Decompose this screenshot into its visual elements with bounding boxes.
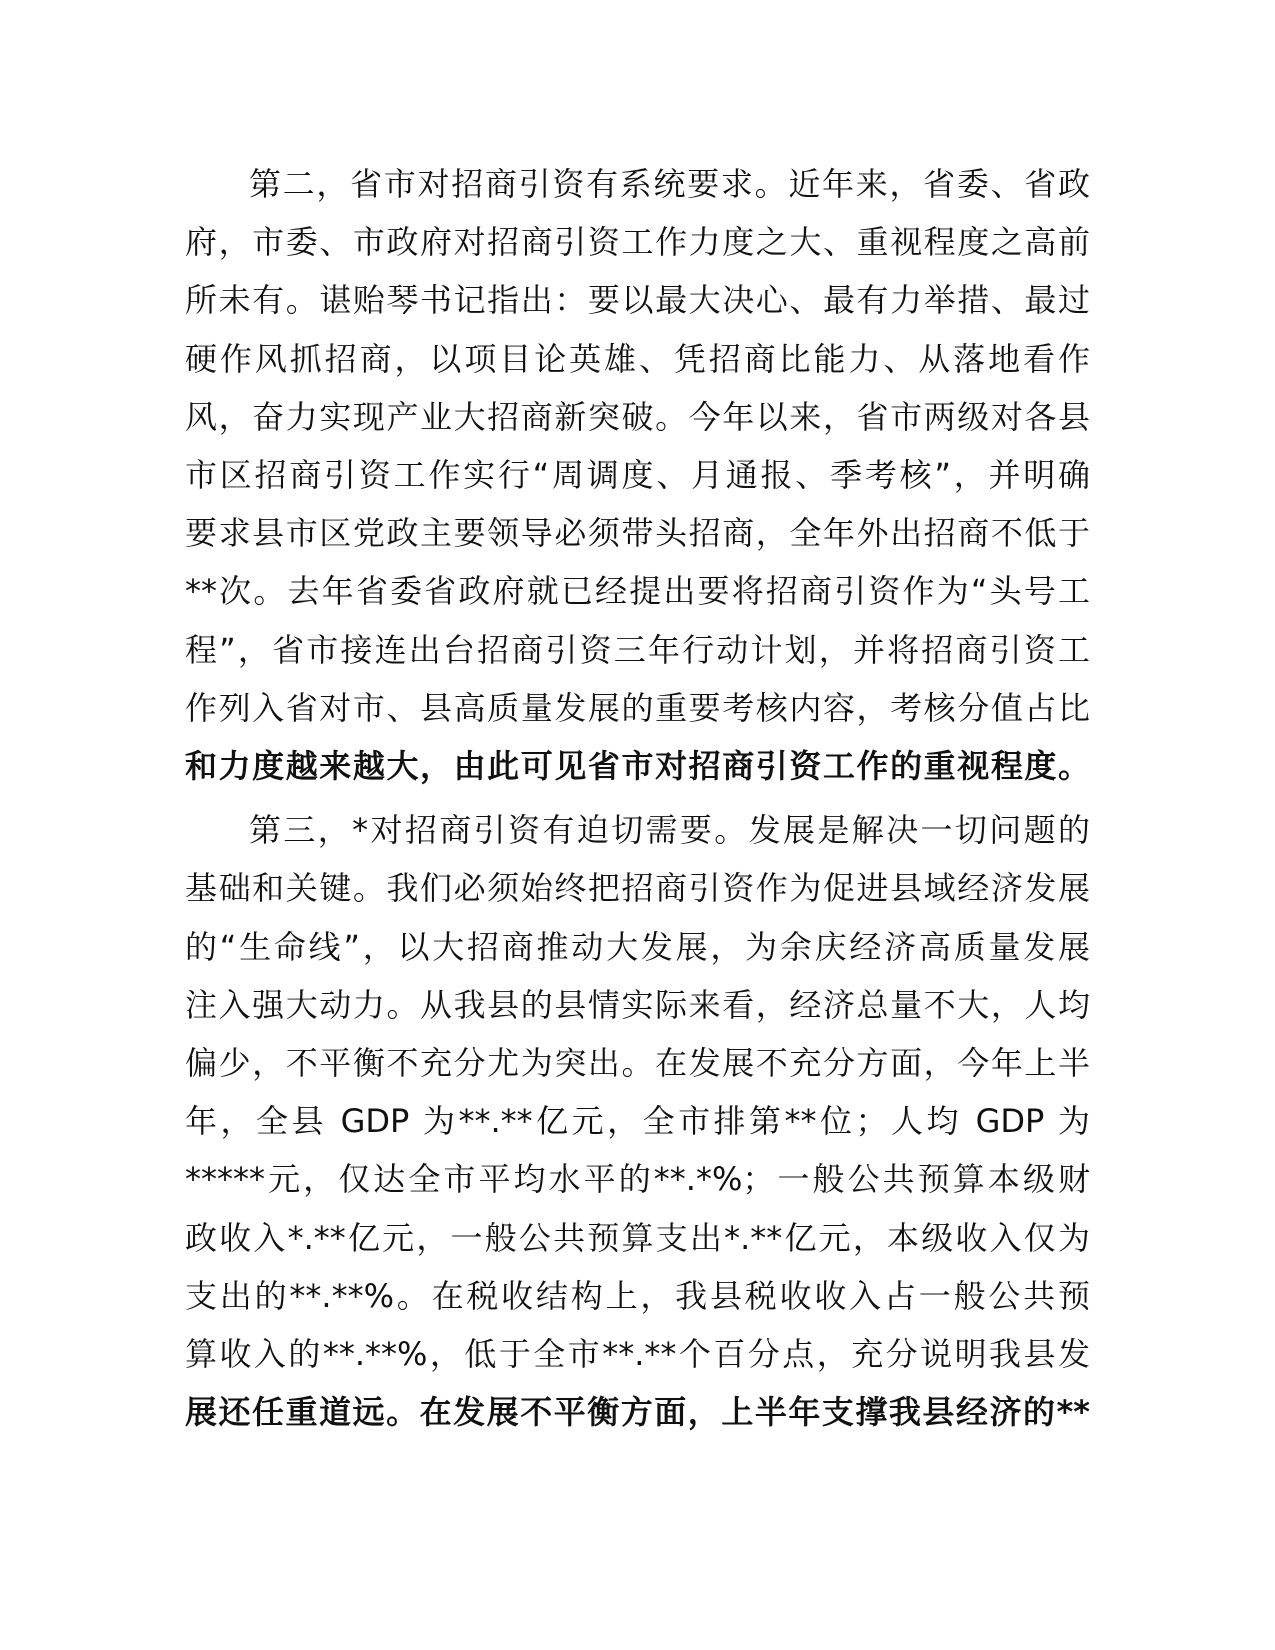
text-line: 注入强大动力。从我县的县情实际来看，经济总量不大，人均 bbox=[185, 985, 1090, 1024]
text-line: 展还任重道远。在发展不平衡方面，上半年支撑我县经济的** bbox=[185, 1393, 1090, 1432]
text-line: 政收入*.**亿元，一般公共预算支出*.**亿元，本级收入仅为 bbox=[185, 1218, 1090, 1257]
text-line: 硬作风抓招商，以项目论英雄、凭招商比能力、从落地看作 bbox=[185, 339, 1090, 378]
text-line: 支出的**.**%。在税收结构上，我县税收收入占一般公共预 bbox=[185, 1276, 1090, 1315]
text-line: *****元，仅达全市平均水平的**.*%；一般公共预算本级财 bbox=[185, 1160, 1090, 1199]
text-line: 市区招商引资工作实行“周调度、月通报、季考核”，并明确 bbox=[185, 456, 1090, 495]
text-line: 和力度越来越大，由此可见省市对招商引资工作的重视程度。 bbox=[185, 747, 1090, 786]
text-line: 要求县市区党政主要领导必须带头招商，全年外出招商不低于 bbox=[185, 514, 1090, 553]
paragraph-second-point bbox=[185, 155, 1090, 795]
document-page bbox=[185, 155, 1090, 1441]
text-line: 所未有。谌贻琴书记指出：要以最大决心、最有力举措、最过 bbox=[185, 281, 1090, 320]
text-line: 基础和关键。我们必须始终把招商引资作为促进县域经济发展 bbox=[185, 869, 1090, 908]
text-line: 第三，*对招商引资有迫切需要。发展是解决一切问题的 bbox=[249, 811, 1090, 850]
text-line: 偏少，不平衡不充分尤为突出。在发展不充分方面，今年上半 bbox=[185, 1044, 1090, 1083]
text-line: 的“生命线”，以大招商推动大发展，为余庆经济高质量发展 bbox=[185, 927, 1090, 966]
text-line: 府，市委、市政府对招商引资工作力度之大、重视程度之高前 bbox=[185, 223, 1090, 262]
text-line: 风，奋力实现产业大招商新突破。今年以来，省市两级对各县 bbox=[185, 397, 1090, 436]
text-line: **次。去年省委省政府就已经提出要将招商引资作为“头号工 bbox=[185, 572, 1090, 611]
text-line: 程”，省市接连出台招商引资三年行动计划，并将招商引资工 bbox=[185, 630, 1090, 669]
text-line: 年，全县 GDP 为**.**亿元，全市排第**位；人均 GDP 为 bbox=[185, 1102, 1090, 1141]
text-line: 第二，省市对招商引资有系统要求。近年来，省委、省政 bbox=[249, 165, 1090, 203]
paragraph-third-point bbox=[185, 801, 1090, 1441]
text-line: 作列入省对市、县高质量发展的重要考核内容，考核分值占比 bbox=[185, 688, 1090, 727]
text-line: 算收入的**.**%，低于全市**.**个百分点，充分说明我县发 bbox=[185, 1335, 1090, 1374]
